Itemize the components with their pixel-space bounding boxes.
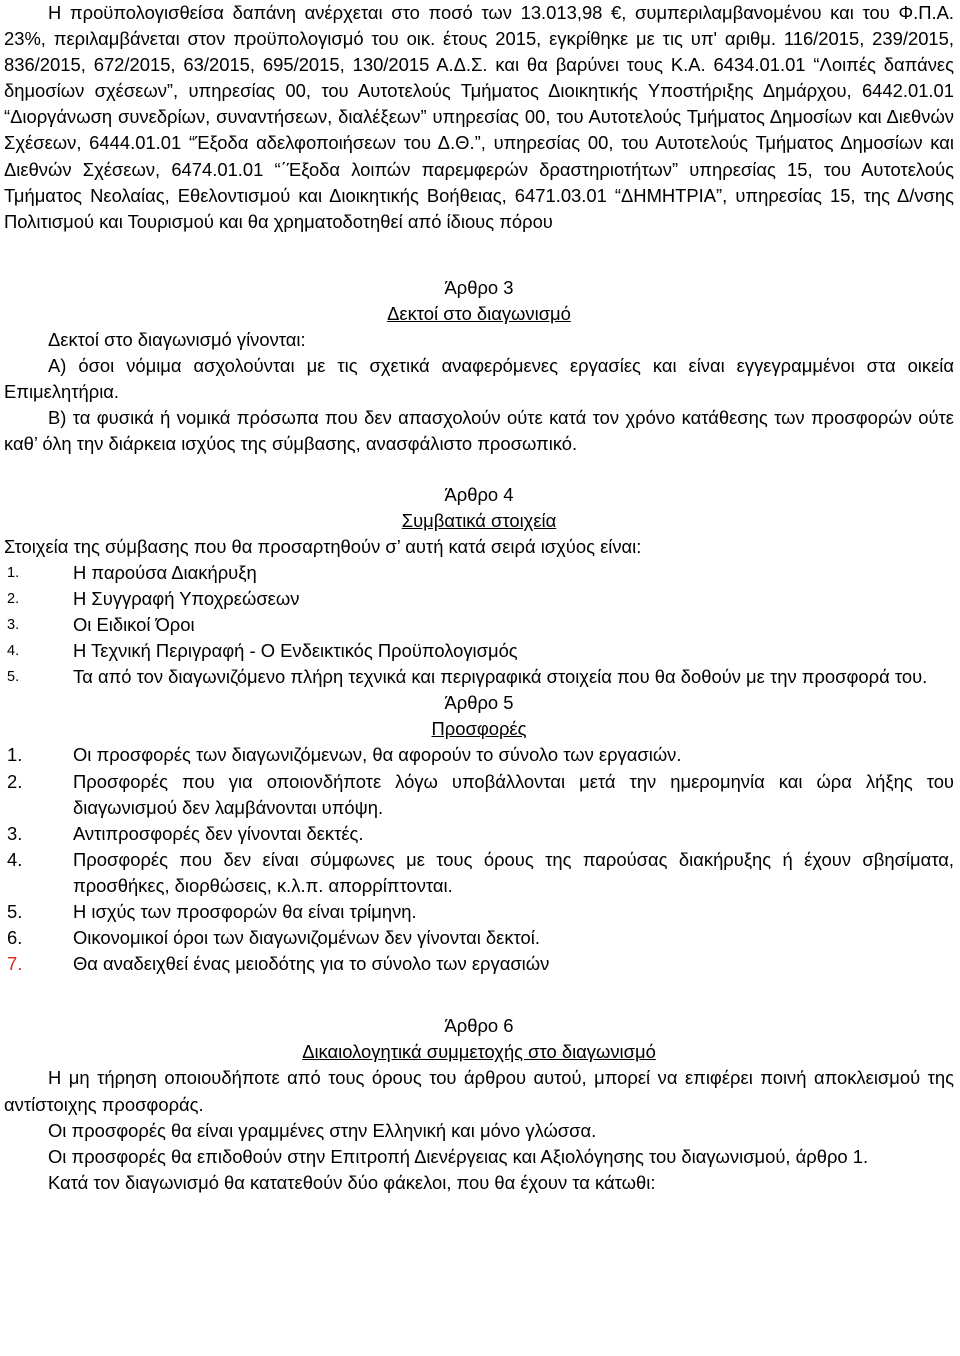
article-5-number: Άρθρο 5: [444, 692, 514, 714]
list-item: 3. Αντιπροσφορές δεν γίνονται δεκτές.: [7, 822, 364, 844]
article-3-lead: Δεκτοί στο διαγωνισμό γίνονται:: [48, 329, 306, 351]
list-item: 2. Η Συγγραφή Υποχρεώσεων: [7, 587, 300, 609]
article-6: [4, 1013, 954, 1196]
article-3-number: Άρθρο 3: [444, 276, 514, 298]
intro-paragraph: Η προϋπολογισθείσα δαπάνη ανέρχεται στο ποσό των 13.013,98 €, συμπεριλαμβανομένου και του Φ.Π.Α. 23%, περιλαμβάνεται στον προϋπολογισμό του οικ. έτους 2015, εγκρίθηκε με τις υπ' αριθμ. 116/2015, 239/2015, 836/2015, 672/2015, 63/2015, 695/2015, 130/2015 Α.Δ.Σ. και θα βαρύνει τους Κ.Α. 6434.01.01 “Λοιπές δαπάνες δημοσίων σχέσεων”, υπηρεσίας 00, του Αυτοτελούς Τμήματος Διοικητικής Υποστήριξης Δημάρχου, 6442.01.01 “Διοργάνωση συνεδρίων, συναντήσεων, διαλέξεων” υπηρεσίας 00, του Αυτοτελούς Τμήματος Δημοσίων και Διεθνών Σχέσεων, 6444.01.01 “Έξοδα αδελφοποιήσεων του Δ.Θ.”, υπηρεσίας 00, του Αυτοτελούς Τμήματος Δημοσίων και Διεθνών Σχέσεων, 6474.01.01 “΄Έξοδα λοιπών παρεμφερών δραστηριοτήτων” υπηρεσίας 15, του Αυτοτελούς Τμήματος Νεολαίας, Εθελοντισμού και Διοικητικής Βοήθειας, 6471.03.01 “ΔΗΜΗΤΡΙΑ”, υπηρεσίας 15, της Δ/νσης Πολιτισμού και Τουρισμού και θα χρηματοδοτηθεί από ίδιους πόρου: [4, 2, 954, 232]
list-item: 6. Οικονομικοί όροι των διαγωνιζομένων δεν γίνονται δεκτοί.: [7, 927, 540, 949]
list-item: 3. Οι Ειδικοί Όροι: [7, 613, 195, 635]
article-6-number: Άρθρο 6: [444, 1015, 514, 1037]
article-3-title: Δεκτοί στο διαγωνισμό: [387, 302, 571, 324]
highlighted-number: 7.: [7, 953, 23, 975]
article-6-title: Δικαιολογητικά συμμετοχής στο διαγωνισμό: [302, 1041, 656, 1063]
list-item: 5. Η ισχύς των προσφορών θα είναι τρίμηνη.: [7, 901, 417, 922]
article-3: [4, 275, 954, 458]
list-item: 1. Η παρούσα Διακήρυξη: [7, 561, 257, 583]
article-4-number: Άρθρο 4: [444, 483, 514, 505]
article-6-paragraph-3: Οι προσφορές θα επιδοθούν στην Επιτροπή Διενέργειας και Αξιολόγησης του διαγωνισμού, άρθρο 1.: [48, 1145, 869, 1167]
article-4-lead: Στοιχεία της σύμβασης που θα προσαρτηθούν σ’ αυτή κατά σειρά ισχύος είναι:: [4, 535, 642, 557]
article-5: [4, 690, 954, 977]
list-item: 4. Προσφορές που δεν είναι σύμφωνες με τους όρους της παρούσας διακήρυξης ή έχουν σβησίματα, προσθήκες, διορθώσεις, κ.λ.π. απορρίπτονται.: [7, 848, 954, 896]
article-5-title: Προσφορές: [431, 718, 527, 740]
article-3-item-b: Β) τα φυσικά ή νομικά πρόσωπα που δεν απασχολούν ούτε κατά τον χρόνο κατάθεσης των προσφορών ούτε καθ’ όλη την διάρκεια ισχύος της σύμβασης, ανασφάλιστο προσωπικό.: [4, 407, 954, 455]
article-6-paragraph-1: Η μη τήρηση οποιουδήποτε από τους όρους του άρθρου αυτού, μπορεί να επιφέρει ποινή αποκλεισμού της αντίστοιχης προσφοράς.: [4, 1067, 954, 1115]
article-6-paragraph-2: Οι προσφορές θα είναι γραμμένες στην Ελληνική και μόνο γλώσσα.: [48, 1119, 597, 1141]
article-4-list: [4, 560, 954, 690]
article-6-paragraph-4: Κατά τον διαγωνισμό θα κατατεθούν δύο φάκελοι, που θα έχουν τα κάτωθι:: [48, 1171, 656, 1193]
article-5-list: [4, 742, 954, 977]
article-4-title: Συμβατικά στοιχεία: [401, 509, 557, 531]
list-item: 7. Θα αναδειχθεί ένας μειοδότης για το σύνολο των εργασιών: [40, 951, 954, 977]
list-item: 2. Προσφορές που για οποιονδήποτε λόγω υποβάλλονται μετά την ημερομηνία και ώρα λήξης του διαγωνισμού δεν λαμβάνονται υπόψη.: [7, 770, 954, 818]
article-3-item-a: Α) όσοι νόμιμα ασχολούνται με τις σχετικά αναφερόμενες εργασίες και είναι εγγεγραμμένοι στα οικεία Επιμελητήρια.: [4, 355, 954, 403]
article-4: [4, 482, 954, 691]
list-item: 4. Η Τεχνική Περιγραφή - Ο Ενδεικτικός Προϋπολογισμός: [7, 640, 518, 662]
list-item: 1. Οι προσφορές των διαγωνιζόμενων, θα αφορούν το σύνολο των εργασιών.: [7, 744, 682, 766]
list-item: 5. Τα από τον διαγωνιζόμενο πλήρη τεχνικά και περιγραφικά στοιχεία που θα δοθούν με την προσφορά του.: [7, 666, 928, 688]
